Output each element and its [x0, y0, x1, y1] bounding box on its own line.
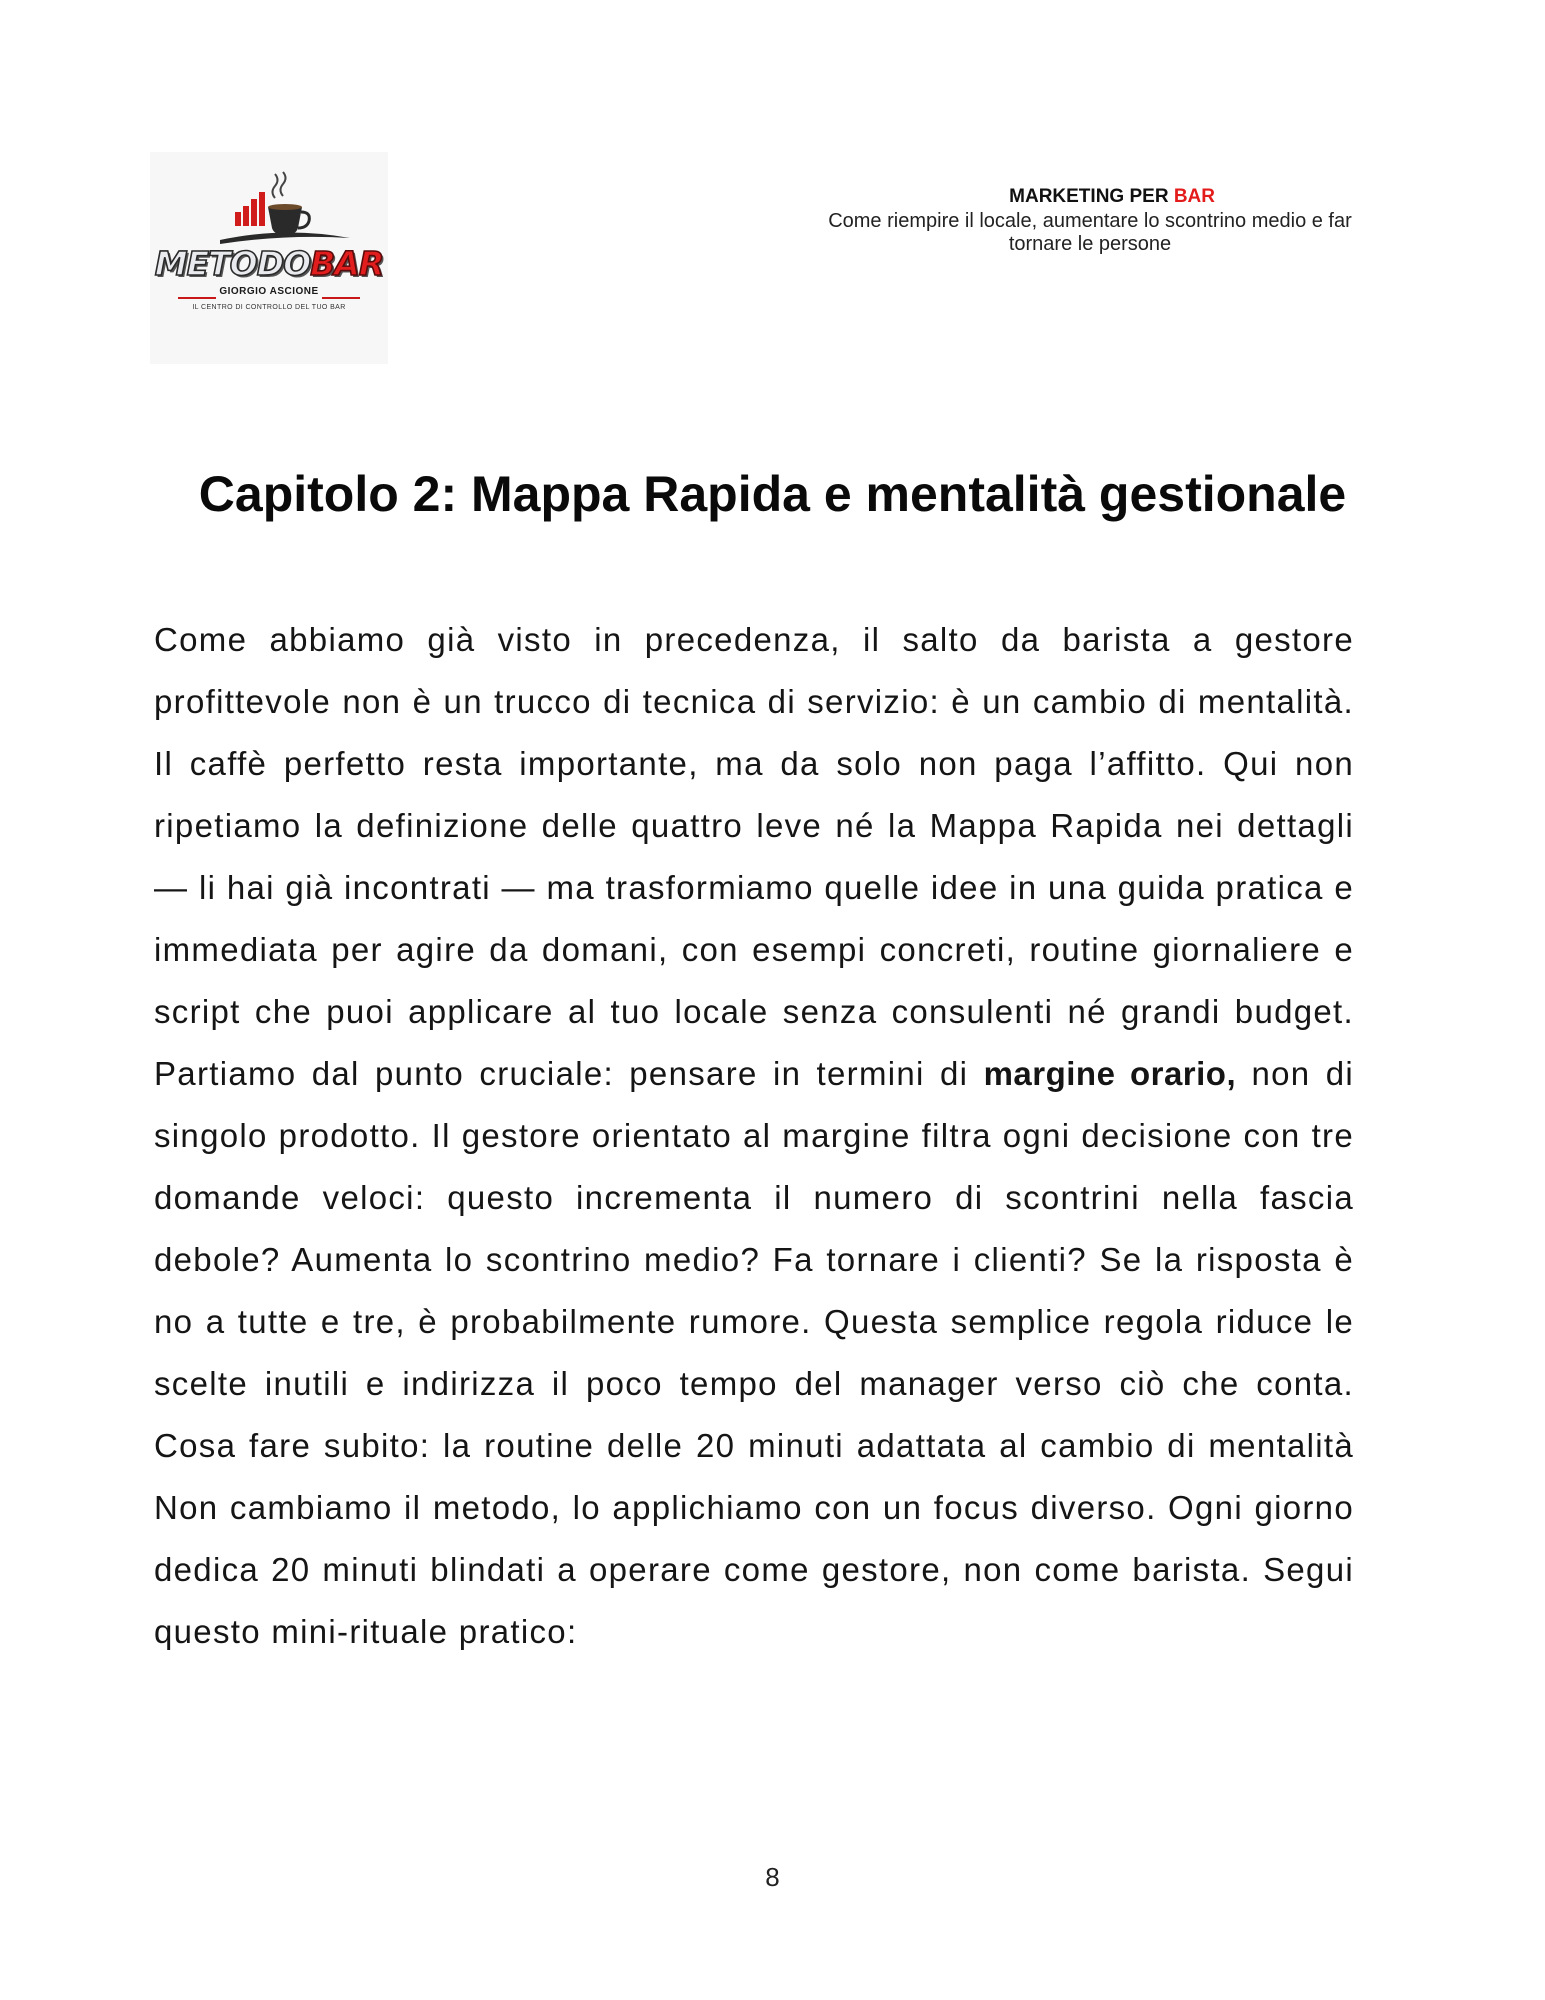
logo-brand-bar: BAR: [310, 244, 384, 283]
logo-divider: [322, 297, 360, 299]
header-subtitle: Come riempire il locale, aumentare lo scontrino medio e far tornare le persone: [828, 210, 1352, 255]
page-number: 8: [765, 1862, 780, 1892]
logo-brand: [150, 244, 388, 284]
chapter-title: Capitolo 2: Mappa Rapida e mentalità gestionale: [198, 465, 1347, 522]
steam-icon: [281, 172, 286, 196]
logo-bar-4: [259, 192, 265, 226]
logo-bar-2: [243, 206, 249, 226]
body-paragraph: [154, 609, 1354, 1663]
header-title-part2: BAR: [1173, 186, 1215, 207]
logo-bar-1: [235, 212, 241, 226]
logo-author: GIORGIO ASCIONE: [219, 286, 319, 297]
metodo-bar-logo: [150, 152, 388, 364]
logo-brand-metodo: METODO: [154, 244, 311, 283]
logo-divider: [178, 297, 216, 299]
header-title: [715, 186, 1215, 208]
logo-tagline: IL CENTRO DI CONTROLLO DEL TUO BAR: [192, 304, 346, 311]
coffee-surface-icon: [268, 204, 302, 210]
body-bold-phrase: margine orario,: [983, 1055, 1237, 1092]
header-title-part1: MARKETING PER: [1009, 186, 1174, 207]
body-text-part1: Come abbiamo già visto in precedenza, il salto da barista a gestore profittevole non è un trucco di tecnica di servizio: è un cambio di mentalità. Il caffè perfetto resta importante, ma da solo non paga l’affitto. Qui non ripetiamo la definizione delle quattro leve né la Mappa Rapida nei dettagli — li hai già incontrati — ma trasformiamo quelle idee in una guida pratica e immediata per agire da domani, con esempi concreti, routine giornaliere e script che puoi applicare al tuo locale senza consulenti né grandi budget. Partiamo dal punto cruciale: pensare in termini di: [154, 621, 1354, 1092]
steam-icon: [273, 174, 278, 198]
logo-bar-3: [251, 199, 257, 226]
body-text-part2: non di singolo prodotto. Il gestore orientato al margine filtra ogni decisione con tre domande veloci: questo incrementa il numero di scontrini nella fascia debole? Aumenta lo scontrino medio? Fa tornare i clienti? Se la risposta è no a tutte e tre, è probabilmente rumore. Questa semplice regola riduce le scelte inutili e indirizza il poco tempo del manager verso ciò che conta. Cosa fare subito: la routine delle 20 minuti adattata al cambio di mentalità Non cambiamo il metodo, lo applichiamo con un focus diverso. Ogni giorno dedica 20 minuti blindati a operare come gestore, non come barista. Segui questo mini-rituale pratico:: [154, 1055, 1355, 1650]
cup-icon: [268, 207, 302, 234]
saucer-icon: [220, 232, 350, 244]
